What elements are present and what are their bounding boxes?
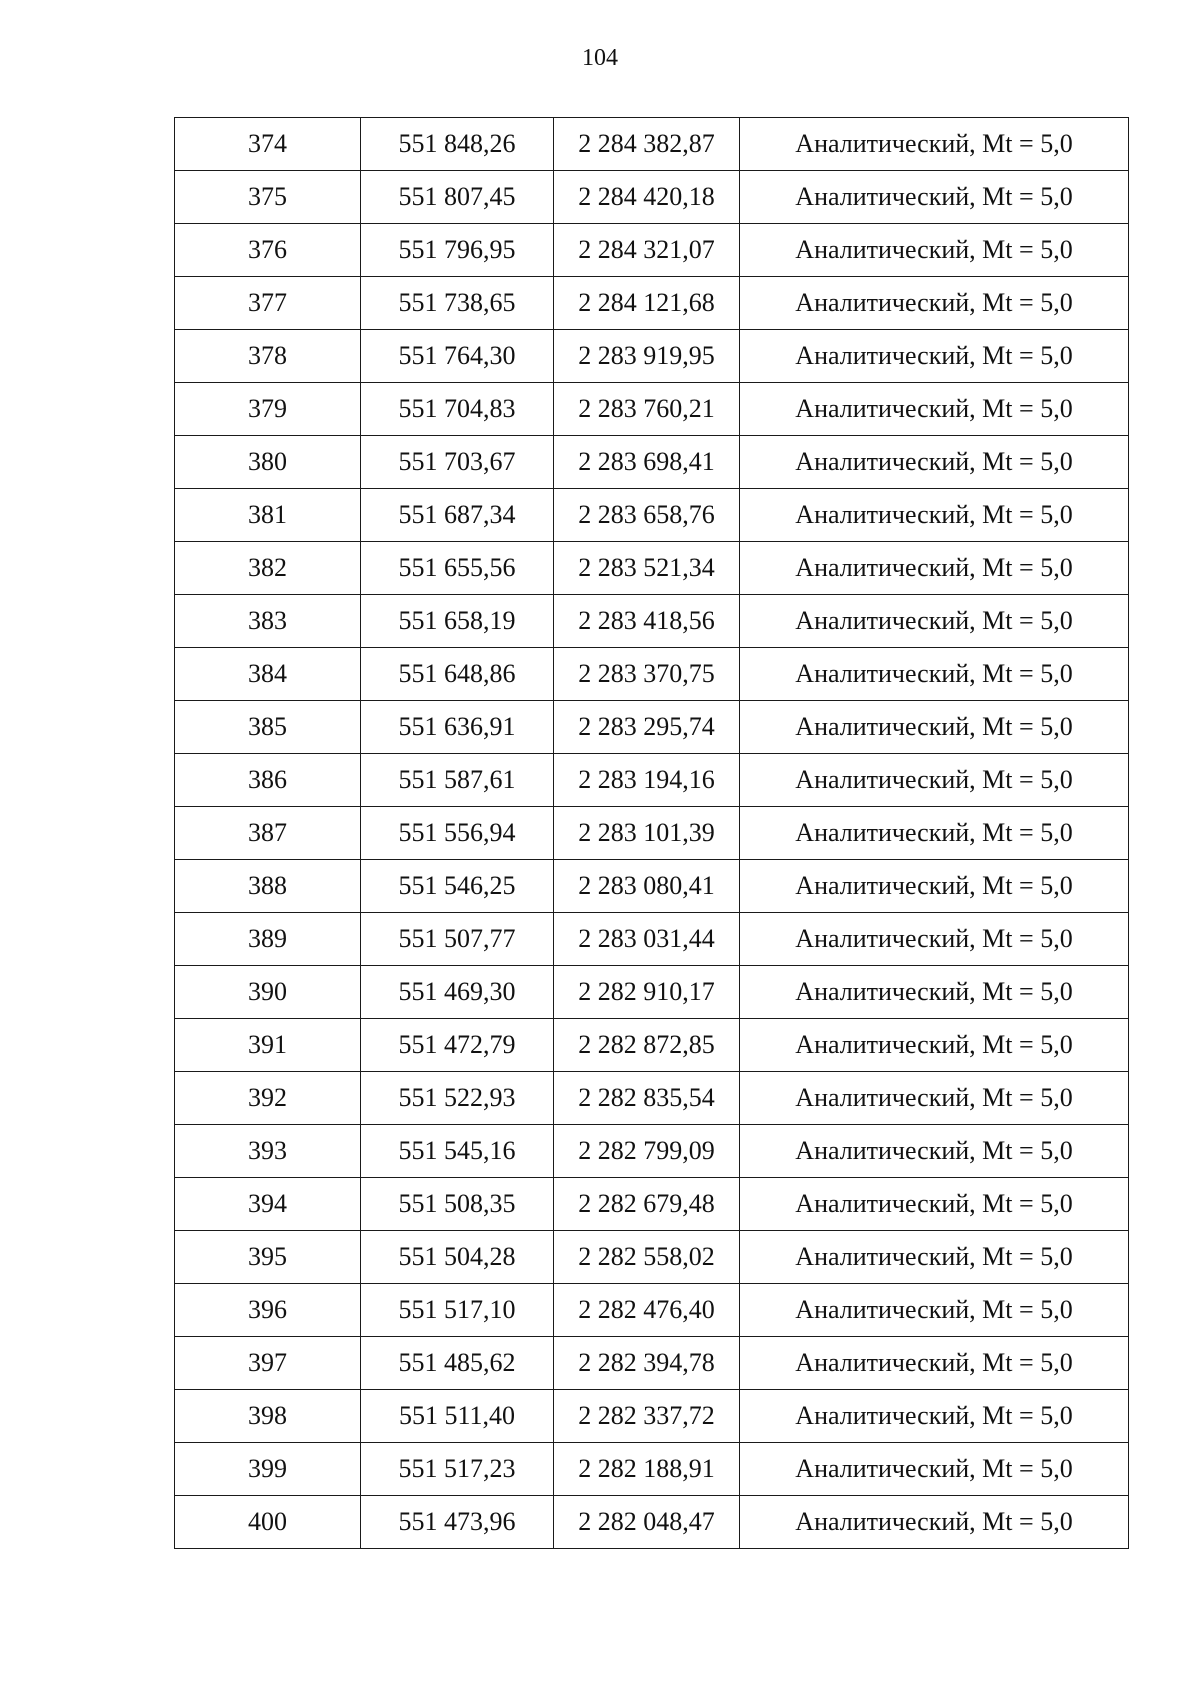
- table-row: [175, 1390, 1129, 1443]
- method-cell: Аналитический, Mt = 5,0: [740, 754, 1129, 807]
- y-coordinate-cell: 2 282 679,48: [554, 1178, 740, 1231]
- method-cell: Аналитический, Mt = 5,0: [740, 436, 1129, 489]
- table-row: [175, 1231, 1129, 1284]
- method-cell: Аналитический, Mt = 5,0: [740, 1337, 1129, 1390]
- x-coordinate-cell: 551 655,56: [361, 542, 554, 595]
- method-cell: Аналитический, Mt = 5,0: [740, 1231, 1129, 1284]
- x-coordinate-cell: 551 504,28: [361, 1231, 554, 1284]
- y-coordinate-cell: 2 283 080,41: [554, 860, 740, 913]
- y-coordinate-cell: 2 283 698,41: [554, 436, 740, 489]
- x-coordinate-cell: 551 807,45: [361, 171, 554, 224]
- x-coordinate-cell: 551 764,30: [361, 330, 554, 383]
- method-cell: Аналитический, Mt = 5,0: [740, 1496, 1129, 1549]
- method-cell: Аналитический, Mt = 5,0: [740, 1390, 1129, 1443]
- point-number-cell: 396: [175, 1284, 361, 1337]
- method-cell: Аналитический, Mt = 5,0: [740, 648, 1129, 701]
- x-coordinate-cell: 551 658,19: [361, 595, 554, 648]
- page-number: 104: [582, 45, 618, 71]
- method-cell: Аналитический, Mt = 5,0: [740, 330, 1129, 383]
- table-row: [175, 118, 1129, 171]
- y-coordinate-cell: 2 282 188,91: [554, 1443, 740, 1496]
- method-cell: Аналитический, Mt = 5,0: [740, 807, 1129, 860]
- method-cell: Аналитический, Mt = 5,0: [740, 1072, 1129, 1125]
- table-row: [175, 1284, 1129, 1337]
- y-coordinate-cell: 2 284 382,87: [554, 118, 740, 171]
- x-coordinate-cell: 551 472,79: [361, 1019, 554, 1072]
- point-number-cell: 380: [175, 436, 361, 489]
- y-coordinate-cell: 2 282 872,85: [554, 1019, 740, 1072]
- x-coordinate-cell: 551 703,67: [361, 436, 554, 489]
- y-coordinate-cell: 2 284 420,18: [554, 171, 740, 224]
- y-coordinate-cell: 2 282 835,54: [554, 1072, 740, 1125]
- point-number-cell: 387: [175, 807, 361, 860]
- table-row: [175, 860, 1129, 913]
- point-number-cell: 388: [175, 860, 361, 913]
- y-coordinate-cell: 2 284 321,07: [554, 224, 740, 277]
- x-coordinate-cell: 551 636,91: [361, 701, 554, 754]
- method-cell: Аналитический, Mt = 5,0: [740, 1443, 1129, 1496]
- y-coordinate-cell: 2 283 295,74: [554, 701, 740, 754]
- point-number-cell: 398: [175, 1390, 361, 1443]
- method-cell: Аналитический, Mt = 5,0: [740, 1019, 1129, 1072]
- point-number-cell: 393: [175, 1125, 361, 1178]
- method-cell: Аналитический, Mt = 5,0: [740, 1125, 1129, 1178]
- x-coordinate-cell: 551 704,83: [361, 383, 554, 436]
- method-cell: Аналитический, Mt = 5,0: [740, 118, 1129, 171]
- method-cell: Аналитический, Mt = 5,0: [740, 1178, 1129, 1231]
- method-cell: Аналитический, Mt = 5,0: [740, 595, 1129, 648]
- table-row: [175, 754, 1129, 807]
- coordinates-table-body: [175, 118, 1129, 1549]
- table-row: [175, 1125, 1129, 1178]
- point-number-cell: 379: [175, 383, 361, 436]
- method-cell: Аналитический, Mt = 5,0: [740, 489, 1129, 542]
- y-coordinate-cell: 2 283 919,95: [554, 330, 740, 383]
- y-coordinate-cell: 2 284 121,68: [554, 277, 740, 330]
- table-row: [175, 277, 1129, 330]
- table-row: [175, 171, 1129, 224]
- table-row: [175, 1337, 1129, 1390]
- point-number-cell: 384: [175, 648, 361, 701]
- method-cell: Аналитический, Mt = 5,0: [740, 171, 1129, 224]
- y-coordinate-cell: 2 283 370,75: [554, 648, 740, 701]
- x-coordinate-cell: 551 511,40: [361, 1390, 554, 1443]
- y-coordinate-cell: 2 282 394,78: [554, 1337, 740, 1390]
- table-row: [175, 330, 1129, 383]
- y-coordinate-cell: 2 282 799,09: [554, 1125, 740, 1178]
- point-number-cell: 395: [175, 1231, 361, 1284]
- y-coordinate-cell: 2 283 760,21: [554, 383, 740, 436]
- x-coordinate-cell: 551 469,30: [361, 966, 554, 1019]
- table-row: [175, 913, 1129, 966]
- y-coordinate-cell: 2 283 031,44: [554, 913, 740, 966]
- table-row: [175, 595, 1129, 648]
- table-row: [175, 224, 1129, 277]
- x-coordinate-cell: 551 587,61: [361, 754, 554, 807]
- table-row: [175, 383, 1129, 436]
- point-number-cell: 400: [175, 1496, 361, 1549]
- point-number-cell: 392: [175, 1072, 361, 1125]
- x-coordinate-cell: 551 522,93: [361, 1072, 554, 1125]
- table-row: [175, 966, 1129, 1019]
- point-number-cell: 381: [175, 489, 361, 542]
- y-coordinate-cell: 2 283 521,34: [554, 542, 740, 595]
- method-cell: Аналитический, Mt = 5,0: [740, 860, 1129, 913]
- y-coordinate-cell: 2 282 337,72: [554, 1390, 740, 1443]
- y-coordinate-cell: 2 283 101,39: [554, 807, 740, 860]
- point-number-cell: 386: [175, 754, 361, 807]
- y-coordinate-cell: 2 282 910,17: [554, 966, 740, 1019]
- table-row: [175, 1019, 1129, 1072]
- point-number-cell: 399: [175, 1443, 361, 1496]
- method-cell: Аналитический, Mt = 5,0: [740, 224, 1129, 277]
- method-cell: Аналитический, Mt = 5,0: [740, 1284, 1129, 1337]
- x-coordinate-cell: 551 517,10: [361, 1284, 554, 1337]
- table-row: [175, 1443, 1129, 1496]
- x-coordinate-cell: 551 517,23: [361, 1443, 554, 1496]
- method-cell: Аналитический, Mt = 5,0: [740, 277, 1129, 330]
- y-coordinate-cell: 2 283 418,56: [554, 595, 740, 648]
- table-row: [175, 1496, 1129, 1549]
- table-row: [175, 807, 1129, 860]
- x-coordinate-cell: 551 507,77: [361, 913, 554, 966]
- x-coordinate-cell: 551 687,34: [361, 489, 554, 542]
- x-coordinate-cell: 551 796,95: [361, 224, 554, 277]
- point-number-cell: 376: [175, 224, 361, 277]
- table-row: [175, 542, 1129, 595]
- method-cell: Аналитический, Mt = 5,0: [740, 383, 1129, 436]
- point-number-cell: 377: [175, 277, 361, 330]
- y-coordinate-cell: 2 282 558,02: [554, 1231, 740, 1284]
- table-row: [175, 489, 1129, 542]
- x-coordinate-cell: 551 485,62: [361, 1337, 554, 1390]
- point-number-cell: 374: [175, 118, 361, 171]
- x-coordinate-cell: 551 546,25: [361, 860, 554, 913]
- point-number-cell: 391: [175, 1019, 361, 1072]
- method-cell: Аналитический, Mt = 5,0: [740, 701, 1129, 754]
- x-coordinate-cell: 551 556,94: [361, 807, 554, 860]
- y-coordinate-cell: 2 283 658,76: [554, 489, 740, 542]
- y-coordinate-cell: 2 282 048,47: [554, 1496, 740, 1549]
- method-cell: Аналитический, Mt = 5,0: [740, 913, 1129, 966]
- y-coordinate-cell: 2 282 476,40: [554, 1284, 740, 1337]
- point-number-cell: 394: [175, 1178, 361, 1231]
- method-cell: Аналитический, Mt = 5,0: [740, 966, 1129, 1019]
- point-number-cell: 383: [175, 595, 361, 648]
- x-coordinate-cell: 551 545,16: [361, 1125, 554, 1178]
- table-row: [175, 701, 1129, 754]
- point-number-cell: 382: [175, 542, 361, 595]
- y-coordinate-cell: 2 283 194,16: [554, 754, 740, 807]
- x-coordinate-cell: 551 848,26: [361, 118, 554, 171]
- x-coordinate-cell: 551 648,86: [361, 648, 554, 701]
- point-number-cell: 389: [175, 913, 361, 966]
- point-number-cell: 390: [175, 966, 361, 1019]
- table-row: [175, 1178, 1129, 1231]
- point-number-cell: 375: [175, 171, 361, 224]
- method-cell: Аналитический, Mt = 5,0: [740, 542, 1129, 595]
- point-number-cell: 378: [175, 330, 361, 383]
- table-row: [175, 648, 1129, 701]
- x-coordinate-cell: 551 508,35: [361, 1178, 554, 1231]
- coordinates-table: [174, 117, 1129, 1549]
- table-row: [175, 436, 1129, 489]
- x-coordinate-cell: 551 738,65: [361, 277, 554, 330]
- x-coordinate-cell: 551 473,96: [361, 1496, 554, 1549]
- table-row: [175, 1072, 1129, 1125]
- point-number-cell: 397: [175, 1337, 361, 1390]
- point-number-cell: 385: [175, 701, 361, 754]
